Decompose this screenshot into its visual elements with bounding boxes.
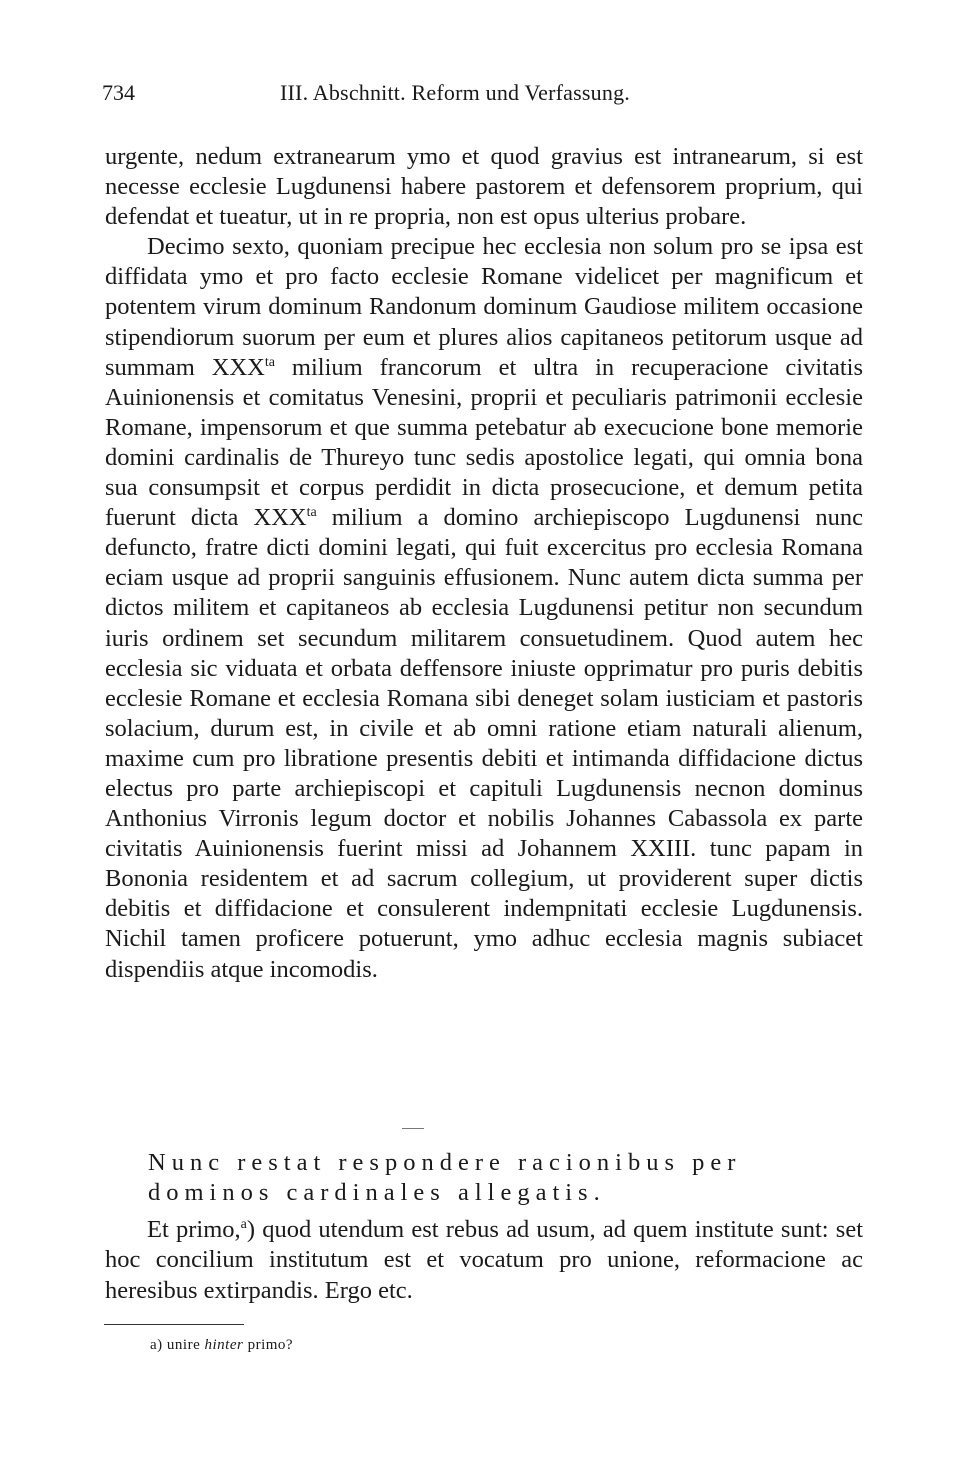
running-header: [102, 80, 862, 110]
footnote-rule: [104, 1324, 244, 1325]
running-title: III. Abschnitt. Reform und Verfassung.: [280, 80, 630, 105]
section-heading: Nunc restat respondere racionibus per dominos cardinales allegatis.: [148, 1149, 742, 1207]
footnote-marker: a: [240, 1216, 247, 1232]
text-segment: milium a domino archiepiscopo Lugdunensi nunc defuncto, fratre dicti domini legati, qui fuit excercitus pro ecclesia Romana eciam usque ad proprii sanguinis effusionem. Nunc autem dicta summa per dictos militem et capitaneos ab ecclesia Lugdunensi petitur non secundum iuris ordinem set secundum militarem consuetudinem. Quod autem hec ecclesia sic viduata et orbata deffensore iniuste opprimatur pro puris debitis ecclesie Romane et ecclesia Romana sibi deneget solam iusticiam et pastoris solacium, durum est, in civile et ab omni ratione etiam naturali alienum, maxime cum pro libratione presentis debiti et intimanda diffidacione dictus electus pro parte archiepiscopi et capituli Lugdunensis necnon dominus Anthonius Virronis legum doctor et nobilis Johannes Cabassola ex parte civitatis Auinionensis fuerint missi ad Johannem XXIII. tunc papam in Bononia residentem et ad sacrum collegium, ut providerent super dictis debitis et diffidacione et consulerent indempnitati ecclesie Lugdunensis. Nichil tamen proficere potuerunt, ymo adhuc ecclesia magnis subiacet dispendiis atque incomodis.: [105, 504, 863, 983]
ordinal-superscript: ta: [264, 354, 275, 370]
page-number: 734: [102, 80, 135, 105]
ordinal-superscript: ta: [306, 504, 317, 520]
footnote-label: a): [150, 1337, 163, 1353]
section-divider: [402, 1128, 424, 1129]
text-segment: Decimo sexto, quoniam precipue hec ecclesia non solum pro se ipsa est diffidata ymo et pro facto ecclesie Romane videlicet per magnificum et potentem virum dominum Randonum dominum Gaudiose militem occasione stipendiorum suorum per eum et plures alios capitaneos petitorum usque ad summam XXX: [105, 233, 863, 381]
text-segment: milium francorum et ultra in recuperacione civitatis Auinionensis et comitatus Venesini, proprii et peculiaris patrimonii ecclesie Romane, impensorum et que summa petebatur ab execucione bone memorie domini cardinalis de Thureyo tunc sedis apostolice legati, qui omnia bona sua consumpsit et corpus perdidit in dicta prosecucione, et demum petita fuerunt dicta XXX: [105, 353, 863, 532]
paragraph-continuation: urgente, nedum extranearum ymo et quod gravius est intranearum, si est necesse ecclesie Lugdunensi habere pastorem et defensorem proprium, qui defendat et tueatur, ut in re propria, non est opus ulterius probare.: [105, 143, 863, 231]
paragraph-decimo-sexto: [105, 232, 863, 984]
footnote: a) unire hinter primo?: [150, 1337, 294, 1353]
paragraph-et-primo: Et primo,$^a$) quod utendum est rebus ad usum, ad quem institute sunt: set hoc concilium institutum est et vocatum pro unione, reformacione ac heresibus extirpandis. Ergo etc.: [105, 1216, 864, 1304]
main-text: [105, 142, 863, 985]
